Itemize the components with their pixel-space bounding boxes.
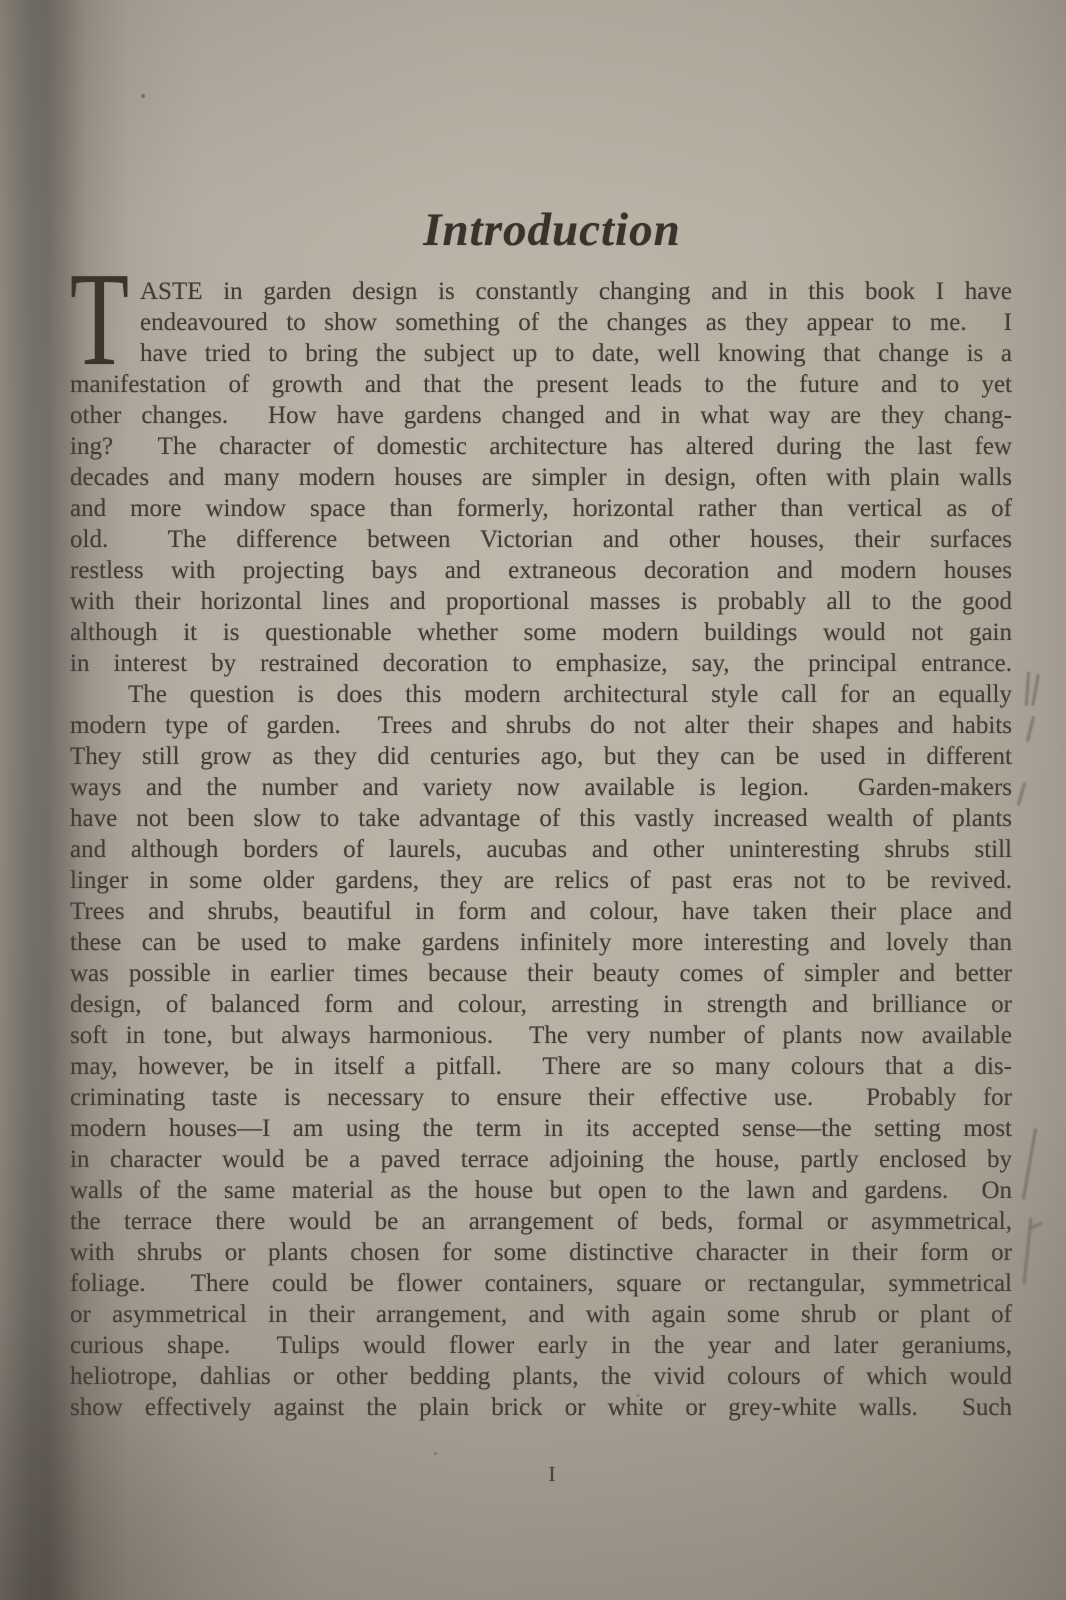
text-line: ing? The character of domestic architecture has altered during the last few <box>70 433 1012 460</box>
pencil-mark <box>1022 1128 1037 1199</box>
text-line: soft in tone, but always harmonious. The very number of plants now available <box>70 1022 1012 1049</box>
text-line: restless with projecting bays and extraneous decoration and modern houses <box>70 557 1012 584</box>
text-line: curious shape. Tulips would flower early in the year and later geraniums, <box>70 1332 1012 1359</box>
text-line: criminating taste is necessary to ensure their effective use. Probably for <box>70 1084 1012 1111</box>
text-line: foliage. There could be flower containers, square or rectangular, symmetrical <box>70 1270 1012 1297</box>
pencil-mark <box>1026 716 1035 742</box>
text-line: and although borders of laurels, aucubas and other uninteresting shrubs still <box>70 836 1012 863</box>
text-line: the terrace there would be an arrangement of beds, formal or asymmetrical, <box>70 1208 1012 1235</box>
pencil-mark <box>1025 672 1030 706</box>
text-line: or asymmetrical in their arrangement, and with again some shrub or plant of <box>70 1301 1012 1328</box>
paper-speck <box>141 94 145 98</box>
text-line: ASTE in garden design is constantly changing and in this book I have <box>140 278 1012 305</box>
text-line: in interest by restrained decoration to emphasize, say, the principal entrance. <box>70 650 1012 677</box>
text-line: in character would be a paved terrace adjoining the house, partly enclosed by <box>70 1146 1012 1173</box>
paragraph-2-lines <box>70 710 1012 1423</box>
text-line: these can be used to make gardens infinitely more interesting and lovely than <box>70 929 1012 956</box>
text-line: manifestation of growth and that the present leads to the future and to yet <box>70 371 1012 398</box>
text-line: modern houses—I am using the term in its accepted sense—the setting most <box>70 1115 1012 1142</box>
text-line: heliotrope, dahlias or other bedding plants, the vivid colours of which would <box>70 1363 1012 1390</box>
drop-cap-letter: T <box>70 245 129 393</box>
paper-speck <box>636 1394 640 1397</box>
page-number: I <box>548 1462 556 1486</box>
text-line: have tried to bring the subject up to date, well knowing that change is a <box>140 340 1012 367</box>
text-line: although it is questionable whether some modern buildings would not gain <box>70 619 1012 646</box>
paragraph-2-first-line: The question is does this modern architectural style call for an equally <box>128 681 1012 708</box>
pencil-mark <box>1031 674 1040 706</box>
text-line: design, of balanced form and colour, arresting in strength and brilliance or <box>70 991 1012 1018</box>
text-line: show effectively against the plain brick or white or grey-white walls. Such <box>70 1394 1012 1421</box>
pencil-mark <box>1017 782 1026 806</box>
text-line: Trees and shrubs, beautiful in form and colour, have taken their place and <box>70 898 1012 925</box>
text-line: was possible in earlier times because their beauty comes of simpler and better <box>70 960 1012 987</box>
text-line: with their horizontal lines and proportional masses is probably all to the good <box>70 588 1012 615</box>
opening-lines <box>70 276 1012 369</box>
text-line: They still grow as they did centuries ago, but they can be used in different <box>70 743 1012 770</box>
text-line: old. The difference between Victorian and other houses, their surfaces <box>70 526 1012 553</box>
text-line: other changes. How have gardens changed and in what way are they chang- <box>70 402 1012 429</box>
body-text <box>70 276 1012 1423</box>
text-line: ways and the number and variety now available is legion. Garden-makers <box>70 774 1012 801</box>
text-line: walls of the same material as the house but open to the lawn and gardens. On <box>70 1177 1012 1204</box>
text-line: have not been slow to take advantage of this vastly increased wealth of plants <box>70 805 1012 832</box>
text-line: endeavoured to show something of the changes as they appear to me. I <box>140 309 1012 336</box>
page-title: Introduction <box>423 204 681 257</box>
paragraph-1-lines <box>70 369 1012 679</box>
text-line: modern type of garden. Trees and shrubs do not alter their shapes and habits <box>70 712 1012 739</box>
text-line: may, however, be in itself a pitfall. There are so many colours that a dis- <box>70 1053 1012 1080</box>
paper-speck <box>434 1452 437 1455</box>
text-line: linger in some older gardens, they are relics of past eras not to be revived. <box>70 867 1012 894</box>
text-line: and more window space than formerly, horizontal rather than vertical as of <box>70 495 1012 522</box>
text-line: decades and many modern houses are simpler in design, often with plain walls <box>70 464 1012 491</box>
text-line: with shrubs or plants chosen for some distinctive character in their form or <box>70 1239 1012 1266</box>
